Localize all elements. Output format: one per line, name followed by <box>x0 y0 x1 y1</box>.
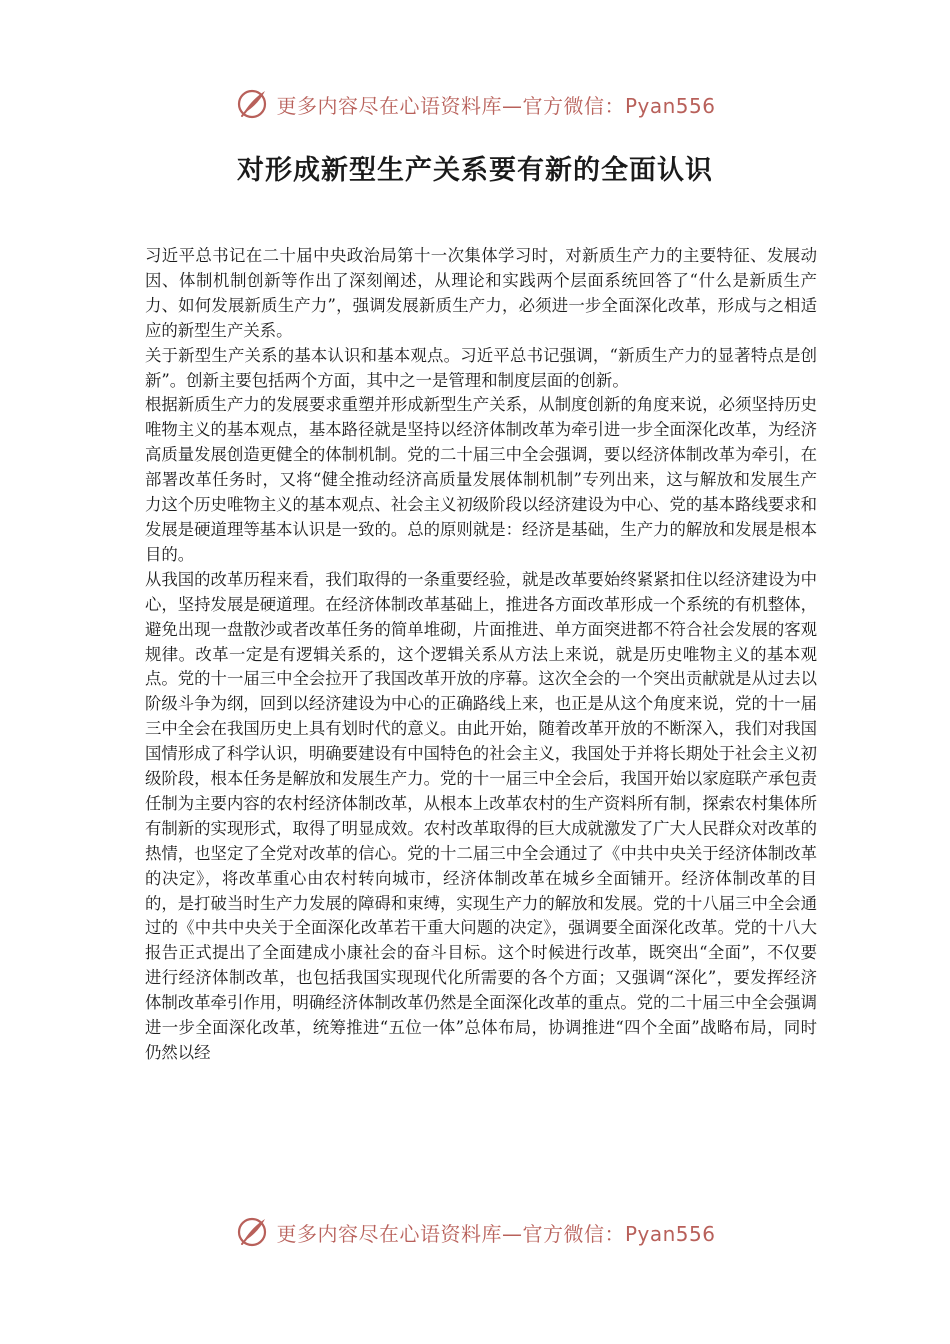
document-body <box>145 244 817 1066</box>
watermark-footer <box>0 1212 950 1252</box>
watermark-text: 更多内容尽在心语资料库—官方微信：Pyan556 <box>276 93 716 118</box>
watermark-header <box>0 84 950 124</box>
document-title: 对形成新型生产关系要有新的全面认识 <box>237 155 713 186</box>
quill-pen-logo-icon <box>234 86 270 122</box>
paragraph: 习近平总书记在二十届中央政治局第十一次集体学习时，对新质生产力的主要特征、发展动因、体制机制创新等作出了深刻阐述，从理论和实践两个层面系统回答了“什么是新质生产力、如何发展新质生产力”，强调发展新质生产力，必须进一步全面深化改革，形成与之相适应的新型生产关系。 <box>145 246 817 340</box>
paragraph: 关于新型生产关系的基本认识和基本观点。习近平总书记强调，“新质生产力的显著特点是创新”。创新主要包括两个方面，其中之一是管理和制度层面的创新。 <box>145 345 817 390</box>
paragraph: 从我国的改革历程来看，我们取得的一条重要经验，就是改革要始终紧紧扣住以经济建设为中心，坚持发展是硬道理。在经济体制改革基础上，推进各方面改革形成一个系统的有机整体，避免出现一盘散沙或者改革任务的简单堆砌，片面推进、单方面突进都不符合社会发展的客观规律。改革一定是有逻辑关系的，这个逻辑关系从方法上来说，就是历史唯物主义的基本观点。党的十一届三中全会拉开了我国改革开放的序幕。这次全会的一个突出贡献就是从过去以阶级斗争为纲，回到以经济建设为中心的正确路线上来，也正是从这个角度来说，党的十一届三中全会在我国历史上具有划时代的意义。由此开始，随着改革开放的不断深入，我们对我国国情形成了科学认识，明确要建设有中国特色的社会主义，我国处于并将长期处于社会主义初级阶段，根本任务是解放和发展生产力。党的十一届三中全会后，我国开始以家庭联产承包责任制为主要内容的农村经济体制改革，从根本上改革农村的生产资料所有制，探索农村集体所有制新的实现形式，取得了明显成效。农村改革取得的巨大成就激发了广大人民群众对改革的热情，也坚定了全党对改革的信心。党的十二届三中全会通过了《中共中央关于经济体制改革的决定》，将改革重心由农村转向城市，经济体制改革在城乡全面铺开。经济体制改革的目的，是打破当时生产力发展的障碍和束缚，实现生产力的解放和发展。党的十八届三中全会通过的《中共中央关于全面深化改革若干重大问题的决定》，强调要全面深化改革。党的十八大报告正式提出了全面建成小康社会的奋斗目标。这个时候进行改革，既突出“全面”，不仅要进行经济体制改革，也包括我国实现现代化所需要的各个方面；又强调“深化”，要发挥经济体制改革牵引作用，明确经济体制改革仍然是全面深化改革的重点。党的二十届三中全会强调进一步全面深化改革，统筹推进“五位一体”总体布局，协调推进“四个全面”战略布局，同时仍然以经 <box>145 569 818 1062</box>
paragraph: 根据新质生产力的发展要求重塑并形成新型生产关系，从制度创新的角度来说，必须坚持历史唯物主义的基本观点，基本路径就是坚持以经济体制改革为牵引进一步全面深化改革，为经济高质量发展创造更健全的体制机制。党的二十届三中全会强调，要以经济体制改革为牵引，在部署改革任务时，又将“健全推动经济高质量发展体制机制”专列出来，这与解放和发展生产力这个历史唯物主义的基本观点、社会主义初级阶段以经济建设为中心、党的基本路线要求和发展是硬道理等基本认识是一致的。总的原则就是：经济是基础，生产力的解放和发展是根本目的。 <box>145 395 818 564</box>
watermark-text: 更多内容尽在心语资料库—官方微信：Pyan556 <box>276 1221 716 1246</box>
quill-pen-logo-icon <box>234 1214 270 1250</box>
